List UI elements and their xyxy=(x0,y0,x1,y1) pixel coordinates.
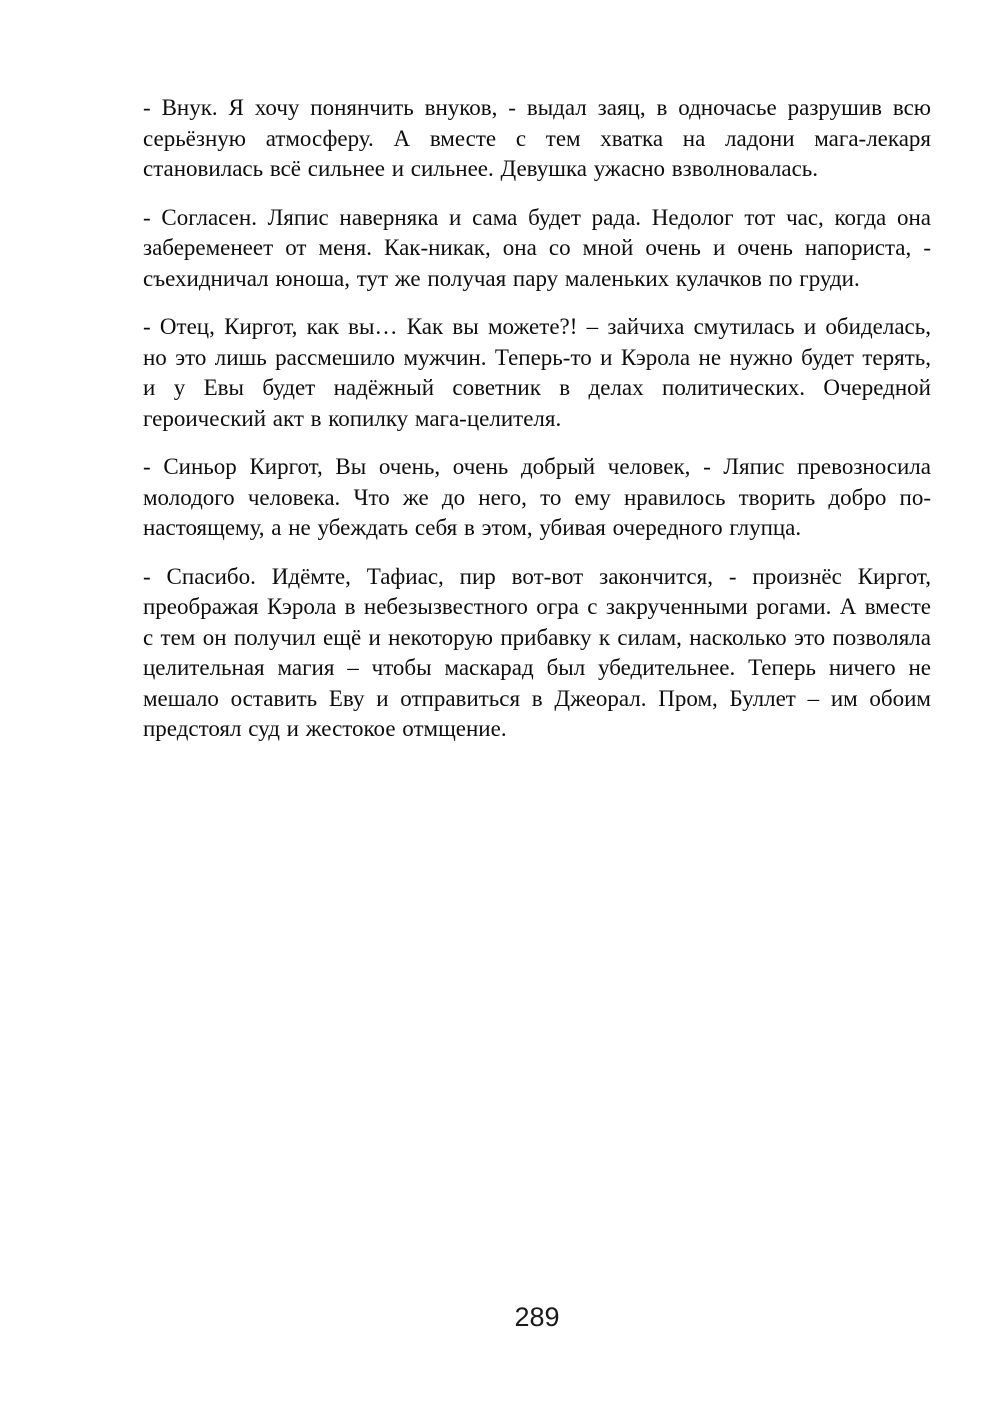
page-number: 289 xyxy=(514,1302,560,1332)
paragraph: - Внук. Я хочу понянчить внуков, - выдал заяц, в одночасье разрушив всю серьёзную атмосферу. А вместе с тем хватка на ладони мага-лекаря становилась всё сильнее и сильнее. Девушка ужасно взволновалась. xyxy=(143,95,931,181)
paragraph: - Спасибо. Идёмте, Тафиас, пир вот-вот закончится, - произнёс Киргот, преображая Кэрола в небезызвестного огра с закрученными рогами. А вместе с тем он получил ещё и некоторую прибавку к силам, насколько это позволяла целительная магия – чтобы маскарад был убедительнее. Теперь ничего не мешало оставить Еву и отправиться в Джеорал. Пром, Буллет – им обоим предстоял суд и жестокое отмщение. xyxy=(143,563,931,741)
paragraph: - Отец, Киргот, как вы… Как вы можете?! – зайчиха смутилась и обиделась, но это лишь рассмешило мужчин. Теперь-то и Кэрола не нужно будет терять, и у Евы будет надёжный советник в делах политических. Очередной героический акт в копилку мага-целителя. xyxy=(143,314,931,431)
text-block xyxy=(143,93,931,763)
paragraph: - Согласен. Ляпис наверняка и сама будет рада. Недолог тот час, когда она забеременеет от меня. Как-никак, она со мной очень и очень напориста, - съехидничал юноша, тут же получая пару маленьких кулачков по груди. xyxy=(143,204,931,291)
paragraph: - Синьор Киргот, Вы очень, очень добрый человек, - Ляпис превозносила молодого человека. Что же до него, то ему нравилось творить добро по-настоящему, а не убеждать себя в этом, убивая очередного глупца. xyxy=(143,454,931,540)
